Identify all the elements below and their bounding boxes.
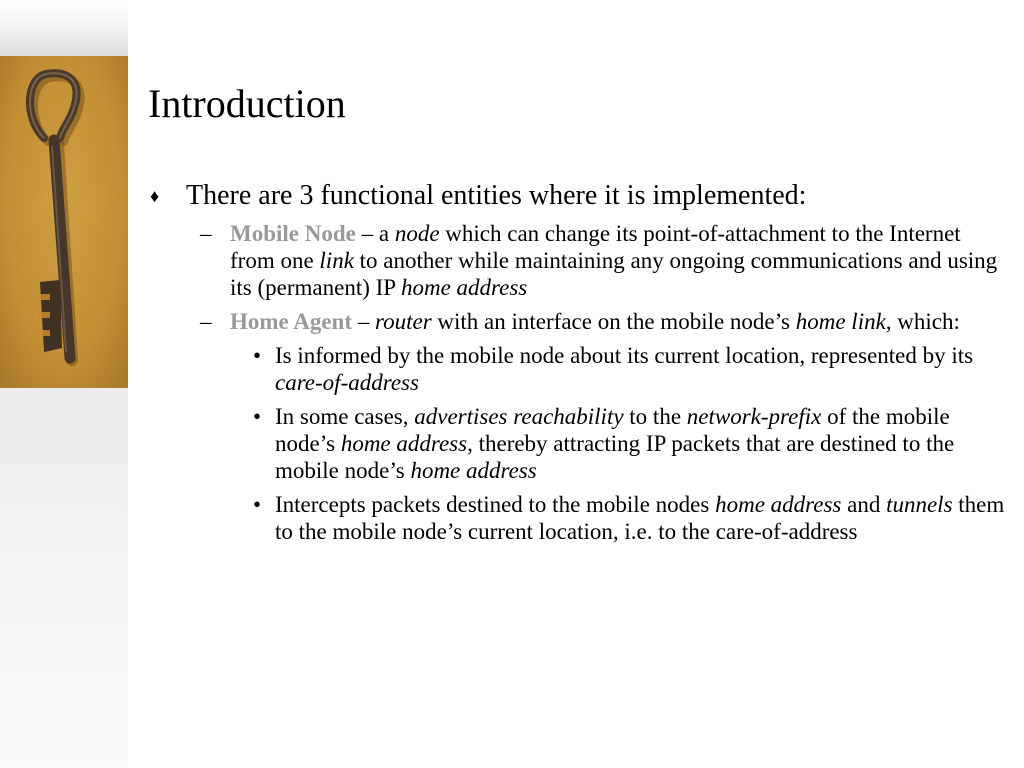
term-mobile-node: Mobile Node (230, 221, 356, 246)
bullet-mobile-node (200, 220, 1010, 301)
sub-bullet-intercepts (253, 491, 1010, 545)
dot-bullet-icon: • (253, 404, 262, 429)
text-segment: , thereby attracting IP packets that are destined to the mobile node’s (275, 431, 955, 483)
text-segment: Intercepts packets destined to the mobile nodes (275, 492, 716, 517)
italic-segment: router (375, 309, 432, 334)
italic-segment: care-of-address (275, 370, 419, 395)
text-segment: In some cases, (275, 404, 415, 429)
dot-bullet-icon: • (253, 343, 262, 368)
bullet-main-text: There are 3 functional entities where it is implemented: (186, 180, 807, 211)
dash-bullet-icon: – (200, 309, 212, 334)
text-segment: which can change its point-of-attachment to the Internet from one (230, 221, 961, 273)
antique-key-photo (0, 56, 128, 388)
italic-segment: home address (410, 458, 537, 483)
text-segment: which: (891, 309, 960, 334)
side-band-top (0, 0, 128, 56)
text-segment: to another while maintaining any ongoing communications and using its (permanent) IP (230, 248, 998, 300)
text-segment: with an interface on the mobile node’s (431, 309, 796, 334)
italic-segment: network-prefix (686, 404, 822, 429)
text-segment: Is informed by the mobile node about its current location, represented by its (275, 343, 974, 368)
text-segment: – a (355, 221, 395, 246)
italic-segment: home link, (795, 309, 892, 334)
term-home-agent: Home Agent (230, 309, 353, 334)
text-segment: and (841, 492, 887, 517)
italic-segment: home address (340, 431, 468, 456)
text-segment: – (352, 309, 376, 334)
slide-title: Introduction (148, 81, 346, 126)
italic-segment: advertises reachability (414, 404, 624, 429)
sub-bullet-informed (253, 342, 1010, 396)
bullet-main (150, 180, 1010, 212)
slide-content (150, 180, 1010, 552)
text-segment: of the mobile node’s (275, 404, 950, 456)
diamond-bullet-icon: ♦ (150, 186, 160, 206)
dot-bullet-icon: • (253, 492, 262, 517)
italic-segment: home address (715, 492, 842, 517)
sub-bullet-advertises (253, 403, 1010, 484)
key-icon (0, 56, 128, 388)
italic-segment: node (394, 221, 440, 246)
text-segment: to the (623, 404, 687, 429)
dash-bullet-icon: – (200, 221, 212, 246)
italic-segment: tunnels (886, 492, 953, 517)
italic-segment: link (319, 248, 354, 273)
text-segment: them to the mobile node’s current location, i.e. to the care-of-address (275, 492, 1005, 544)
italic-segment: home address (400, 275, 528, 300)
bullet-home-agent (200, 308, 1010, 335)
